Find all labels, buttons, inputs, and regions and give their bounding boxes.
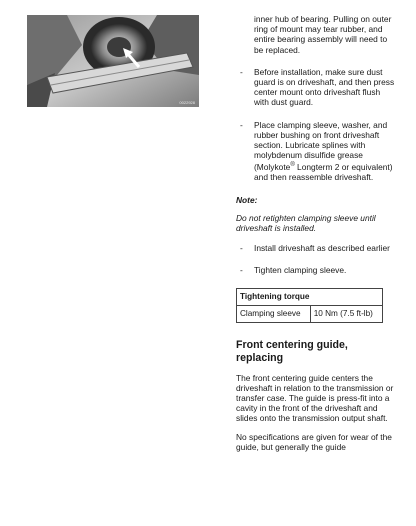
torque-table-header-row (237, 288, 383, 305)
section-paragraph: The front centering guide centers the driveshaft in relation to the transmission or transfer case. The guide is press-fit into a cavity in the front of the driveshaft and slides onto the transmission output shaft. (236, 372, 394, 424)
bullet-text: Place clamping sleeve, washer, and rubber bushing on front driveshaft section. Lubricate splines with molybdenum disulfide grease (Molykote (254, 119, 388, 173)
section-paragraph: No specifications are given for wear of the guide, but generally the guide (236, 431, 392, 452)
photo-id: 0022928 (179, 100, 195, 105)
torque-value: 10 Nm (7.5 ft-lb) (310, 305, 382, 322)
text-column (236, 14, 396, 452)
note-label: Note: (236, 194, 258, 205)
bullet-dash: - (240, 243, 243, 254)
bullet-dash: - (240, 66, 243, 77)
continued-paragraph: inner hub of bearing. Pulling on outer ring of mount may tear rubber, and entire bearing assembly will need to be replaced. (254, 14, 392, 55)
bullet-text: Tighten clamping sleeve. (254, 265, 347, 276)
torque-table (236, 288, 383, 323)
bullet-item (236, 243, 396, 253)
bullet-text-tail: Longterm 2 or equivalent) and then reassemble driveshaft. (254, 162, 393, 183)
torque-table-header: Tightening torque (237, 288, 383, 305)
torque-item: Clamping sleeve (237, 305, 311, 322)
bullet-dash: - (240, 119, 243, 130)
bullet-text: Install driveshaft as described earlier (254, 243, 390, 254)
bullet-item (236, 265, 396, 275)
bullet-item (236, 67, 396, 108)
bullet-text: Before installation, make sure dust guard is on driveshaft, and then press center mount onto driveshaft flush with dust guard. (254, 66, 395, 108)
section-title: Front centering guide, replacing (236, 339, 348, 364)
note-text: Do not retighten clamping sleeve until driveshaft is installed. (236, 212, 376, 234)
table-row (237, 305, 383, 322)
bullet-dash: - (240, 265, 243, 276)
figure-photo (27, 15, 199, 107)
registered-mark: ® (290, 162, 295, 169)
bullet-item (236, 120, 396, 183)
workshop-photo (27, 15, 199, 107)
